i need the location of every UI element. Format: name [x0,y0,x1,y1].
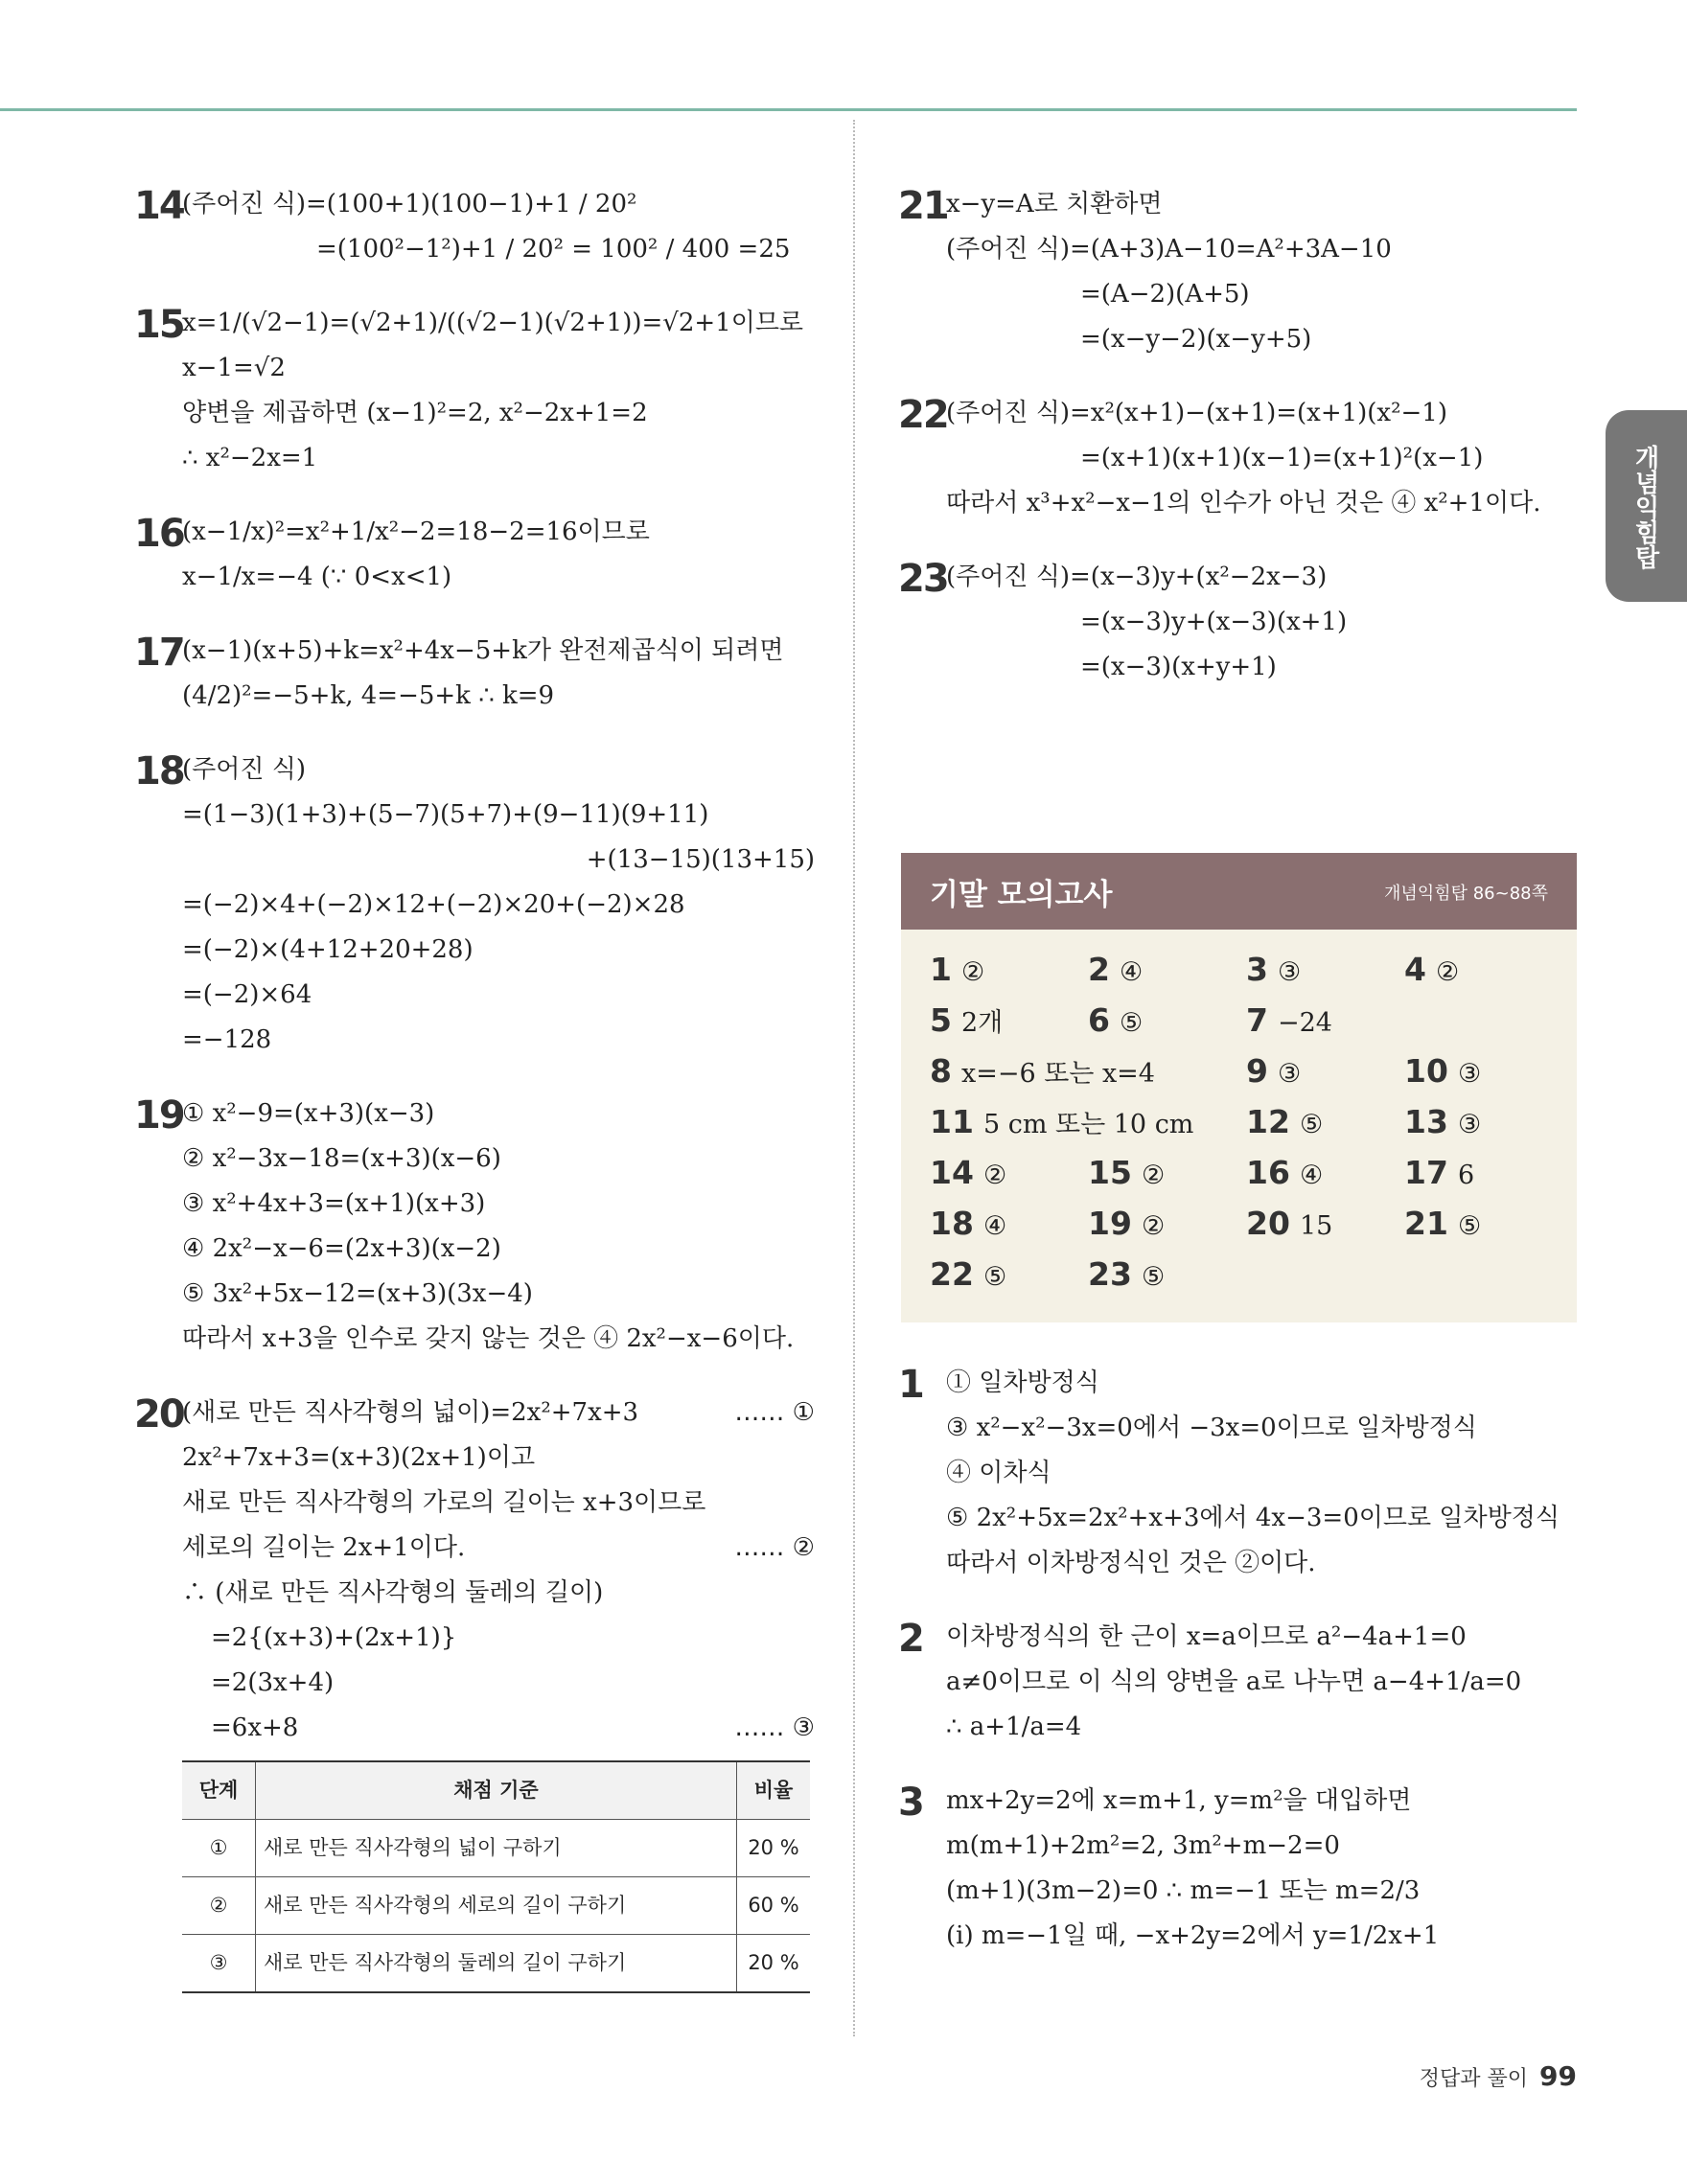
solution-text: (주어진 식)=x²(x+1)−(x+1)=(x+1)(x²−1) [946,399,1447,427]
solution-text: ④ 이차식 [946,1459,1051,1487]
solution-line [946,1914,1579,1959]
answer-number: 2 [1088,951,1110,988]
answer-value: ⑤ [1119,1008,1144,1038]
solution-line [182,973,815,1018]
problem-20 [134,1391,815,1993]
solution-text: =(x−3)(x+y+1) [1080,653,1277,681]
solution-line [946,1660,1579,1705]
solution-line [182,1391,815,1436]
exam-answer-3 [1246,951,1301,988]
answer-value: ② [1141,1211,1166,1241]
problem-body [182,182,815,272]
grading-row [182,1820,810,1877]
problem-number: 23 [898,557,948,601]
answer-number: 10 [1404,1052,1448,1090]
problem-number: 19 [134,1093,184,1138]
answer-number: 12 [1246,1103,1290,1140]
problem-number: 3 [898,1781,923,1825]
solution-line [182,883,815,928]
solution-line [182,747,815,793]
exam-answer-6 [1088,1001,1143,1039]
solution-text: =(x−3)y+(x−3)(x+1) [1080,608,1348,636]
solution-text: a≠0이므로 이 식의 양변을 a로 나누면 a−4+1/a=0 [946,1667,1522,1696]
solution-line [182,1571,815,1616]
solution-text: (m+1)(3m−2)=0 ∴ m=−1 또는 m=2/3 [946,1876,1421,1905]
solution-text: (새로 만든 직사각형의 넓이)=2x²+7x+3 [182,1398,639,1427]
solution-line [946,600,1579,645]
solution-line [182,1182,815,1227]
solution-text: 양변을 제곱하면 (x−1)²=2, x²−2x+1=2 [182,399,648,427]
answer-number: 15 [1088,1154,1132,1191]
problem-number: 14 [134,184,184,228]
solution-text: =−128 [182,1025,272,1054]
solution-line [182,1018,815,1063]
solution-text: =(A−2)(A+5) [1080,280,1250,309]
answer-number: 19 [1088,1205,1132,1242]
problem-number: 2 [898,1617,923,1661]
solution-text: ⑤ 2x²+5x=2x²+x+3에서 4x−3=0이므로 일차방정식 [946,1504,1560,1532]
solution-line [946,272,1579,317]
solution-text: ∴ a+1/a=4 [946,1713,1082,1741]
solution-line [946,1451,1579,1496]
solution-text: =(x−y−2)(x−y+5) [1080,325,1312,354]
answer-value: 6 [1457,1161,1475,1190]
problem-body [946,1615,1579,1750]
problem-body [946,182,1579,362]
grading-cell: 60 % [737,1877,811,1935]
problem-body [182,747,815,1063]
solution-text: ⑤ 3x²+5x−12=(x+3)(3x−4) [182,1279,533,1308]
solution-text: 따라서 이차방정식인 것은 ②이다. [946,1549,1316,1577]
answer-value: ② [1435,957,1460,987]
solution-line [182,436,815,481]
solution-text: =(−2)×(4+12+20+28) [182,935,474,964]
answer-number: 22 [930,1255,974,1293]
problem-18 [134,747,815,1063]
solution-text: ① 일차방정식 [946,1368,1099,1397]
exam-answer-4 [1404,951,1459,988]
answer-value: x=−6 또는 x=4 [960,1059,1155,1089]
solution-text: (주어진 식)=(x−3)y+(x²−2x−3) [946,563,1328,591]
problem-number: 1 [898,1363,923,1407]
problem-number: 22 [898,393,948,437]
answer-number: 4 [1404,951,1426,988]
answer-value: ③ [1277,957,1302,987]
answer-value: ④ [982,1211,1007,1241]
solution-text: =2{(x+3)+(2x+1)} [211,1623,457,1652]
solution-text: ∴ x²−2x=1 [182,444,318,472]
solution-line [182,391,815,436]
exam-answer-20 [1246,1205,1332,1242]
exam-page-reference: 개념익힘탑 86~88쪽 [1384,884,1548,904]
solution-text: (x−1/x)²=x²+1/x²−2=18−2=16이므로 [182,517,650,546]
exam-answer-15 [1088,1154,1165,1191]
solution-text: ③ x²−x²−3x=0에서 −3x=0이므로 일차방정식 [946,1414,1477,1442]
right-column [898,182,1579,719]
problem-body [946,555,1579,690]
answer-number: 7 [1246,1001,1268,1039]
answer-value: ④ [1299,1161,1324,1190]
problem-number: 18 [134,749,184,793]
solution-line [182,346,815,391]
solution-text: ③ x²+4x+3=(x+1)(x+3) [182,1189,486,1218]
grading-header: 비율 [737,1761,811,1820]
exam-answer-10 [1404,1052,1481,1090]
exam-answer-22 [930,1255,1006,1293]
exam-solutions [898,1361,1579,1988]
step-marker: …… ② [734,1533,815,1562]
problem-body [182,1391,815,1993]
problem-14 [134,182,815,272]
exam-answer-17 [1404,1154,1474,1191]
answer-value: ③ [1277,1059,1302,1089]
solution-line [182,510,815,555]
step-marker: …… ① [734,1398,815,1427]
solution-text: =(100²−1²)+1 / 20² = 100² / 400 =25 [316,235,791,264]
grading-cell: ① [182,1820,256,1877]
answer-value: ⑤ [1299,1110,1324,1139]
solution-line [182,1526,815,1571]
exam-answer-9 [1246,1052,1301,1090]
answer-number: 18 [930,1205,974,1242]
problem-number: 17 [134,631,184,675]
step-marker: …… ③ [734,1713,815,1742]
solution-text: (x−1)(x+5)+k=x²+4x−5+k가 완전제곱식이 되려면 [182,636,784,665]
exam-answer-7 [1246,1001,1332,1039]
problem-number: 16 [134,512,184,556]
solution-line [182,793,815,838]
solution-text: ∴ (새로 만든 직사각형의 둘레의 길이) [182,1578,604,1607]
solution-line [182,1616,815,1661]
exam-title: 기말 모의고사 [930,878,1113,912]
answer-number: 14 [930,1154,974,1191]
solution-text: (주어진 식)=(100+1)(100−1)+1 / 20² [182,190,637,218]
column-divider [853,120,855,2036]
grading-table [182,1760,810,1993]
solution-line [946,1869,1579,1914]
solution-line [946,645,1579,690]
top-rule [0,108,1577,111]
problem-3 [898,1779,1579,1959]
exam-answer-5 [930,1001,1003,1039]
problem-body [946,1361,1579,1586]
grading-row [182,1877,810,1935]
solution-line [182,1317,815,1362]
side-tab-label: 개념익힘탑 [1630,445,1659,569]
answer-number: 3 [1246,951,1268,988]
grading-cell: ② [182,1877,256,1935]
exam-answer-23 [1088,1255,1165,1293]
exam-header [901,853,1577,930]
solution-line [946,182,1579,227]
problem-body [182,629,815,719]
solution-line [182,1272,815,1317]
exam-answer-1 [930,951,984,988]
exam-answer-8 [930,1052,1155,1090]
solution-text: 따라서 x³+x²−x−1의 인수가 아닌 것은 ④ x²+1이다. [946,489,1541,517]
solution-text: ④ 2x²−x−6=(2x+3)(x−2) [182,1234,501,1263]
answer-value: −24 [1277,1008,1332,1038]
solution-text: =(x+1)(x+1)(x−1)=(x+1)²(x−1) [1080,444,1484,472]
exam-answer-11 [930,1103,1193,1140]
solution-line [946,1615,1579,1660]
solution-text: =2(3x+4) [211,1668,335,1697]
solution-text: x−y=A로 치환하면 [946,190,1163,218]
answer-number: 5 [930,1001,952,1039]
answer-value: ③ [1457,1110,1482,1139]
solution-text: x−1/x=−4 (∵ 0<x<1) [182,563,452,591]
answer-number: 17 [1404,1154,1448,1191]
solution-text: =6x+8 [211,1713,299,1742]
problem-1 [898,1361,1579,1586]
problem-17 [134,629,815,719]
solution-line [946,1705,1579,1750]
problem-body [946,1779,1579,1959]
grading-cell: ③ [182,1935,256,1993]
grading-cell: 20 % [737,1820,811,1877]
grading-header: 단계 [182,1761,256,1820]
page-number: 99 [1539,2060,1577,2092]
answer-value: 2개 [960,1008,1004,1038]
solution-line [182,227,815,272]
answer-value: ② [982,1161,1007,1190]
answer-number: 8 [930,1052,952,1090]
solution-line [182,928,815,973]
solution-text: mx+2y=2에 x=m+1, y=m²을 대입하면 [946,1786,1412,1815]
exam-answer-21 [1404,1205,1481,1242]
exam-answer-2 [1088,951,1143,988]
answer-number: 23 [1088,1255,1132,1293]
solution-text: m(m+1)+2m²=2, 3m²+m−2=0 [946,1831,1340,1860]
solution-line [182,629,815,674]
solution-text: x−1=√2 [182,354,286,382]
solution-line [182,1436,815,1481]
solution-text: +(13−15)(13+15) [586,845,815,874]
problem-number: 21 [898,184,948,228]
answer-value: ④ [1119,957,1144,987]
solution-line [946,1824,1579,1869]
answer-value: 15 [1299,1211,1333,1241]
solution-text: =(−2)×64 [182,980,312,1009]
problem-number: 20 [134,1392,184,1437]
solution-text: 따라서 x+3을 인수로 갖지 않는 것은 ④ 2x²−x−6이다. [182,1324,795,1353]
solution-line [182,182,815,227]
solution-text: (i) m=−1일 때, −x+2y=2에서 y=1/2x+1 [946,1921,1440,1950]
problem-body [182,301,815,481]
exam-answer-16 [1246,1154,1323,1191]
answer-number: 1 [930,951,952,988]
solution-line [946,436,1579,481]
answer-value: 5 cm 또는 10 cm [982,1110,1194,1139]
solution-text: =(1−3)(1+3)+(5−7)(5+7)+(9−11)(9+11) [182,800,709,829]
problem-19 [134,1092,815,1362]
answer-number: 21 [1404,1205,1448,1242]
problem-22 [898,391,1579,526]
solution-text: 새로 만든 직사각형의 가로의 길이는 x+3이므로 [182,1488,706,1517]
problem-21 [898,182,1579,362]
solution-line [946,1361,1579,1406]
answer-number: 13 [1404,1103,1448,1140]
solution-line [182,1227,815,1272]
solution-text: (주어진 식)=(A+3)A−10=A²+3A−10 [946,235,1392,264]
exam-answer-19 [1088,1205,1165,1242]
exam-answer-box [901,930,1577,1322]
grading-cell: 새로 만든 직사각형의 둘레의 길이 구하기 [256,1935,737,1993]
answer-value: ⑤ [1457,1211,1482,1241]
grading-cell: 새로 만든 직사각형의 넓이 구하기 [256,1820,737,1877]
answer-value: ⑤ [982,1262,1007,1292]
solution-line [946,1406,1579,1451]
answer-number: 11 [930,1103,974,1140]
grading-cell: 새로 만든 직사각형의 세로의 길이 구하기 [256,1877,737,1935]
exam-answer-18 [930,1205,1006,1242]
answer-value: ③ [1457,1059,1482,1089]
solution-text: ① x²−9=(x+3)(x−3) [182,1099,435,1128]
problem-body [946,391,1579,526]
solution-line [946,555,1579,600]
solution-line [182,1137,815,1182]
exam-answer-12 [1246,1103,1323,1140]
solution-text: 2x²+7x+3=(x+3)(2x+1)이고 [182,1443,536,1472]
solution-text: =(−2)×4+(−2)×12+(−2)×20+(−2)×28 [182,890,685,919]
answer-value: ② [1141,1161,1166,1190]
grading-cell: 20 % [737,1935,811,1993]
solution-text: (4/2)²=−5+k, 4=−5+k ∴ k=9 [182,681,555,710]
solution-text: ② x²−3x−18=(x+3)(x−6) [182,1144,501,1173]
side-tab[interactable] [1606,410,1687,602]
solution-text: 세로의 길이는 2x+1이다. [182,1533,466,1562]
solution-line [946,1541,1579,1586]
problem-number: 15 [134,303,184,347]
solution-line [182,1661,815,1706]
solution-line [946,227,1579,272]
solution-line [182,1481,815,1526]
grading-header: 채점 기준 [256,1761,737,1820]
solution-line [946,481,1579,526]
solution-line [182,674,815,719]
left-column [134,182,815,2022]
problem-23 [898,555,1579,690]
answer-number: 9 [1246,1052,1268,1090]
solution-line [946,317,1579,362]
answer-value: ⑤ [1141,1262,1166,1292]
solution-text: 이차방정식의 한 근이 x=a이므로 a²−4a+1=0 [946,1622,1467,1651]
exam-answer-14 [930,1154,1006,1191]
problem-body [182,1092,815,1362]
grading-row [182,1935,810,1993]
solution-line [182,301,815,346]
answer-value: ② [960,957,985,987]
footer-label: 정답과 풀이 [1419,2067,1529,2091]
solution-line [182,1706,815,1751]
answer-number: 20 [1246,1205,1290,1242]
solution-line [946,1779,1579,1824]
problem-16 [134,510,815,600]
solution-line [182,838,815,883]
solution-text: x=1/(√2−1)=(√2+1)/((√2−1)(√2+1))=√2+1이므로 [182,309,804,337]
answer-number: 6 [1088,1001,1110,1039]
exam-answer-13 [1404,1103,1481,1140]
problem-body [182,510,815,600]
solution-line [946,391,1579,436]
solution-line [182,555,815,600]
problem-15 [134,301,815,481]
page-footer [1420,2060,1577,2092]
answer-number: 16 [1246,1154,1290,1191]
solution-line [946,1496,1579,1541]
problem-2 [898,1615,1579,1750]
solution-line [182,1092,815,1137]
solution-text: (주어진 식) [182,755,307,784]
